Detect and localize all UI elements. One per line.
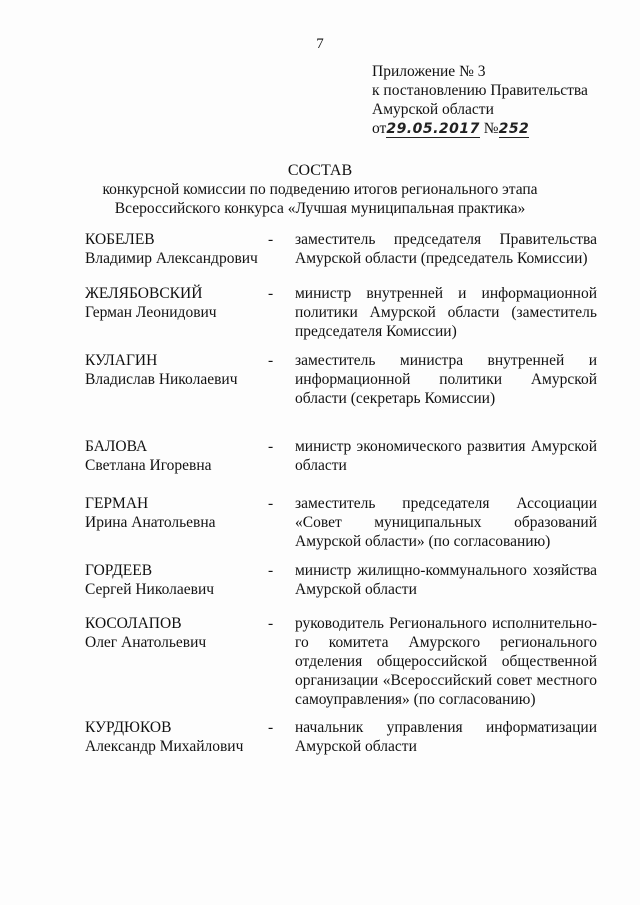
member-dash: - xyxy=(268,719,274,736)
member-name xyxy=(85,494,265,532)
annex-line-1: Приложение № 3 xyxy=(372,63,486,80)
member-surname: БАЛОВА xyxy=(85,438,148,455)
annex-date-line xyxy=(372,119,588,139)
position-line: самоуправления» (по согласованию) xyxy=(295,691,536,708)
position-line: Амурской области (председатель Комиссии) xyxy=(295,250,588,267)
member-surname: ГЕРМАН xyxy=(85,495,149,512)
member-dash: - xyxy=(268,438,274,455)
member-name xyxy=(85,614,265,652)
position-line: области (секретарь Комиссии) xyxy=(295,390,496,407)
member-position xyxy=(295,494,597,551)
document-title: СОСТАВ xyxy=(287,162,353,179)
position-line: министр экономического развития Амурской xyxy=(295,438,597,455)
member-surname: ЖЕЛЯБОВСКИЙ xyxy=(85,285,203,302)
position-line: министр внутренней и информационной xyxy=(295,285,597,302)
annex-line-2: к постановлению Правительства xyxy=(372,82,588,99)
member-dash: - xyxy=(268,352,274,369)
position-line: заместитель министра внутренней и xyxy=(295,352,597,369)
member-surname: КОСОЛАПОВ xyxy=(85,615,182,632)
member-dash: - xyxy=(268,495,274,512)
position-line: министр жилищно-коммунального хозяйства xyxy=(295,562,597,579)
member-surname: КУРДЮКОВ xyxy=(85,719,172,736)
member-position xyxy=(295,561,597,599)
member-name xyxy=(85,284,265,322)
member-dash: - xyxy=(268,231,274,248)
position-line: Амурской области xyxy=(295,581,417,598)
member-surname: КОБЕЛЕВ xyxy=(85,231,155,248)
position-line: отделения общероссийской общественной xyxy=(295,653,597,670)
member-dash: - xyxy=(268,615,274,632)
member-position xyxy=(295,437,597,475)
member-given-name: Владимир Александрович xyxy=(85,250,258,267)
position-line: «Совет муниципальных образований xyxy=(295,514,597,531)
position-line: Амурской области» (по согласованию) xyxy=(295,533,551,550)
member-surname: КУЛАГИН xyxy=(85,352,158,369)
date-prefix: от xyxy=(372,120,387,137)
position-line: председателя Комиссии) xyxy=(295,323,457,340)
position-line: организации «Всероссийский совет местного xyxy=(295,672,597,689)
handwritten-number: 252 xyxy=(498,121,530,137)
member-position xyxy=(295,614,597,709)
position-line: руководитель Регионального исполнительно- xyxy=(295,615,597,632)
position-line: области xyxy=(295,457,347,474)
position-line: начальник управления информатизации xyxy=(295,719,597,736)
page-number: 7 xyxy=(316,36,324,52)
position-line: политики Амурской области (заместитель xyxy=(295,304,597,321)
member-given-name: Олег Анатольевич xyxy=(85,634,207,651)
member-name xyxy=(85,351,265,389)
member-position xyxy=(295,718,597,756)
member-given-name: Александр Михайлович xyxy=(85,738,244,755)
position-line: заместитель председателя Правительства xyxy=(295,231,597,248)
member-position xyxy=(295,284,597,341)
member-given-name: Светлана Игоревна xyxy=(85,457,212,474)
member-dash: - xyxy=(268,285,274,302)
member-position xyxy=(295,230,597,268)
member-position xyxy=(295,351,597,408)
member-given-name: Ирина Анатольевна xyxy=(85,514,216,531)
member-surname: ГОРДЕЕВ xyxy=(85,562,153,579)
number-prefix: № xyxy=(483,120,499,137)
document-subtitle xyxy=(100,180,540,218)
position-line: Амурской области xyxy=(295,738,417,755)
member-name xyxy=(85,718,265,756)
member-dash: - xyxy=(268,562,274,579)
subtitle-line-1: конкурсной комиссии по подведению итогов регионального этапа xyxy=(102,181,538,198)
position-line: заместитель председателя Ассоциации xyxy=(295,495,597,512)
handwritten-date: 29.05.2017 xyxy=(386,121,480,137)
member-name xyxy=(85,437,265,475)
annex-block xyxy=(372,62,588,139)
member-given-name: Владислав Николаевич xyxy=(85,371,238,388)
position-line: информационной политики Амурской xyxy=(295,371,597,388)
position-line: го комитета Амурского регионального xyxy=(295,634,597,651)
member-name xyxy=(85,230,265,268)
member-name xyxy=(85,561,265,599)
member-given-name: Сергей Николаевич xyxy=(85,581,215,598)
annex-line-3: Амурской области xyxy=(372,101,494,118)
subtitle-line-2: Всероссийского конкурса «Лучшая муниципальная практика» xyxy=(114,200,526,217)
member-given-name: Герман Леонидович xyxy=(85,304,217,321)
